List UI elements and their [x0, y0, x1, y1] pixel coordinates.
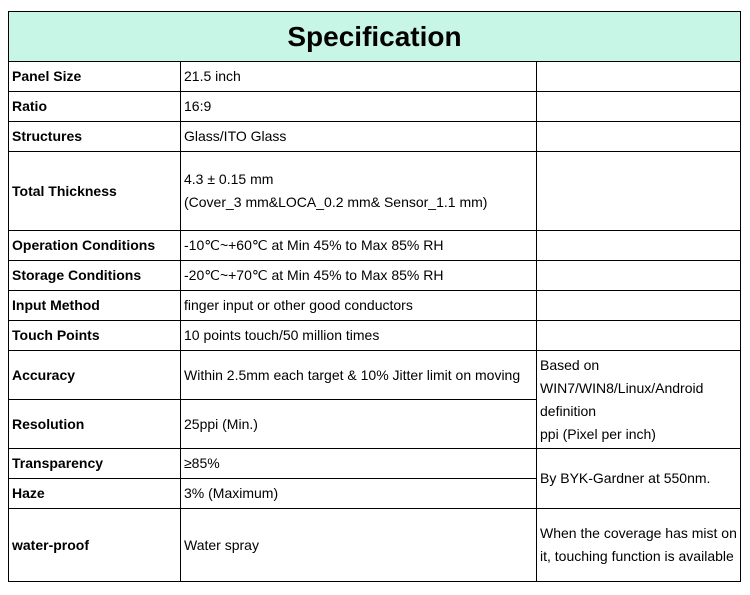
- row-label: Touch Points: [9, 321, 181, 351]
- table-row: [9, 449, 741, 479]
- row-label: Ratio: [9, 92, 181, 122]
- specification-table: [8, 11, 741, 582]
- row-note: [537, 62, 741, 92]
- row-value: 4.3 ± 0.15 mm (Cover_3 mm&LOCA_0.2 mm& Sensor_1.1 mm): [181, 152, 537, 231]
- table-title: Specification: [9, 12, 741, 62]
- row-value: 16:9: [181, 92, 537, 122]
- row-label: water-proof: [9, 509, 181, 582]
- merged-note-os: Based on WIN7/WIN8/Linux/Android definition ppi (Pixel per inch): [537, 351, 741, 449]
- row-value: -10℃~+60℃ at Min 45% to Max 85% RH: [181, 231, 537, 261]
- table-row: [9, 321, 741, 351]
- merged-note-byk: By BYK-Gardner at 550nm.: [537, 449, 741, 509]
- row-label: Haze: [9, 479, 181, 509]
- row-value: 10 points touch/50 million times: [181, 321, 537, 351]
- row-label: Operation Conditions: [9, 231, 181, 261]
- row-value: 3% (Maximum): [181, 479, 537, 509]
- row-label: Input Method: [9, 291, 181, 321]
- row-label: Storage Conditions: [9, 261, 181, 291]
- table-row: [9, 231, 741, 261]
- row-value: 21.5 inch: [181, 62, 537, 92]
- table-row: [9, 509, 741, 582]
- table-row: [9, 291, 741, 321]
- row-label: Transparency: [9, 449, 181, 479]
- table-row: [9, 152, 741, 231]
- row-note: [537, 231, 741, 261]
- row-value: ≥85%: [181, 449, 537, 479]
- row-note: [537, 291, 741, 321]
- row-value: Glass/ITO Glass: [181, 122, 537, 152]
- row-label: Resolution: [9, 400, 181, 449]
- row-note: [537, 261, 741, 291]
- row-value: Within 2.5mm each target & 10% Jitter limit on moving: [181, 351, 537, 400]
- row-label: Structures: [9, 122, 181, 152]
- row-note: When the coverage has mist on it, touching function is available: [537, 509, 741, 582]
- table-row: [9, 92, 741, 122]
- row-value: finger input or other good conductors: [181, 291, 537, 321]
- row-note: [537, 321, 741, 351]
- table-row: [9, 261, 741, 291]
- row-note: [537, 152, 741, 231]
- table-row: [9, 62, 741, 92]
- row-value: -20℃~+70℃ at Min 45% to Max 85% RH: [181, 261, 537, 291]
- table-row: [9, 122, 741, 152]
- row-label: Total Thickness: [9, 152, 181, 231]
- row-value: 25ppi (Min.): [181, 400, 537, 449]
- row-value: Water spray: [181, 509, 537, 582]
- row-note: [537, 122, 741, 152]
- table-row: [9, 351, 741, 400]
- row-note: [537, 92, 741, 122]
- row-label: Accuracy: [9, 351, 181, 400]
- row-label: Panel Size: [9, 62, 181, 92]
